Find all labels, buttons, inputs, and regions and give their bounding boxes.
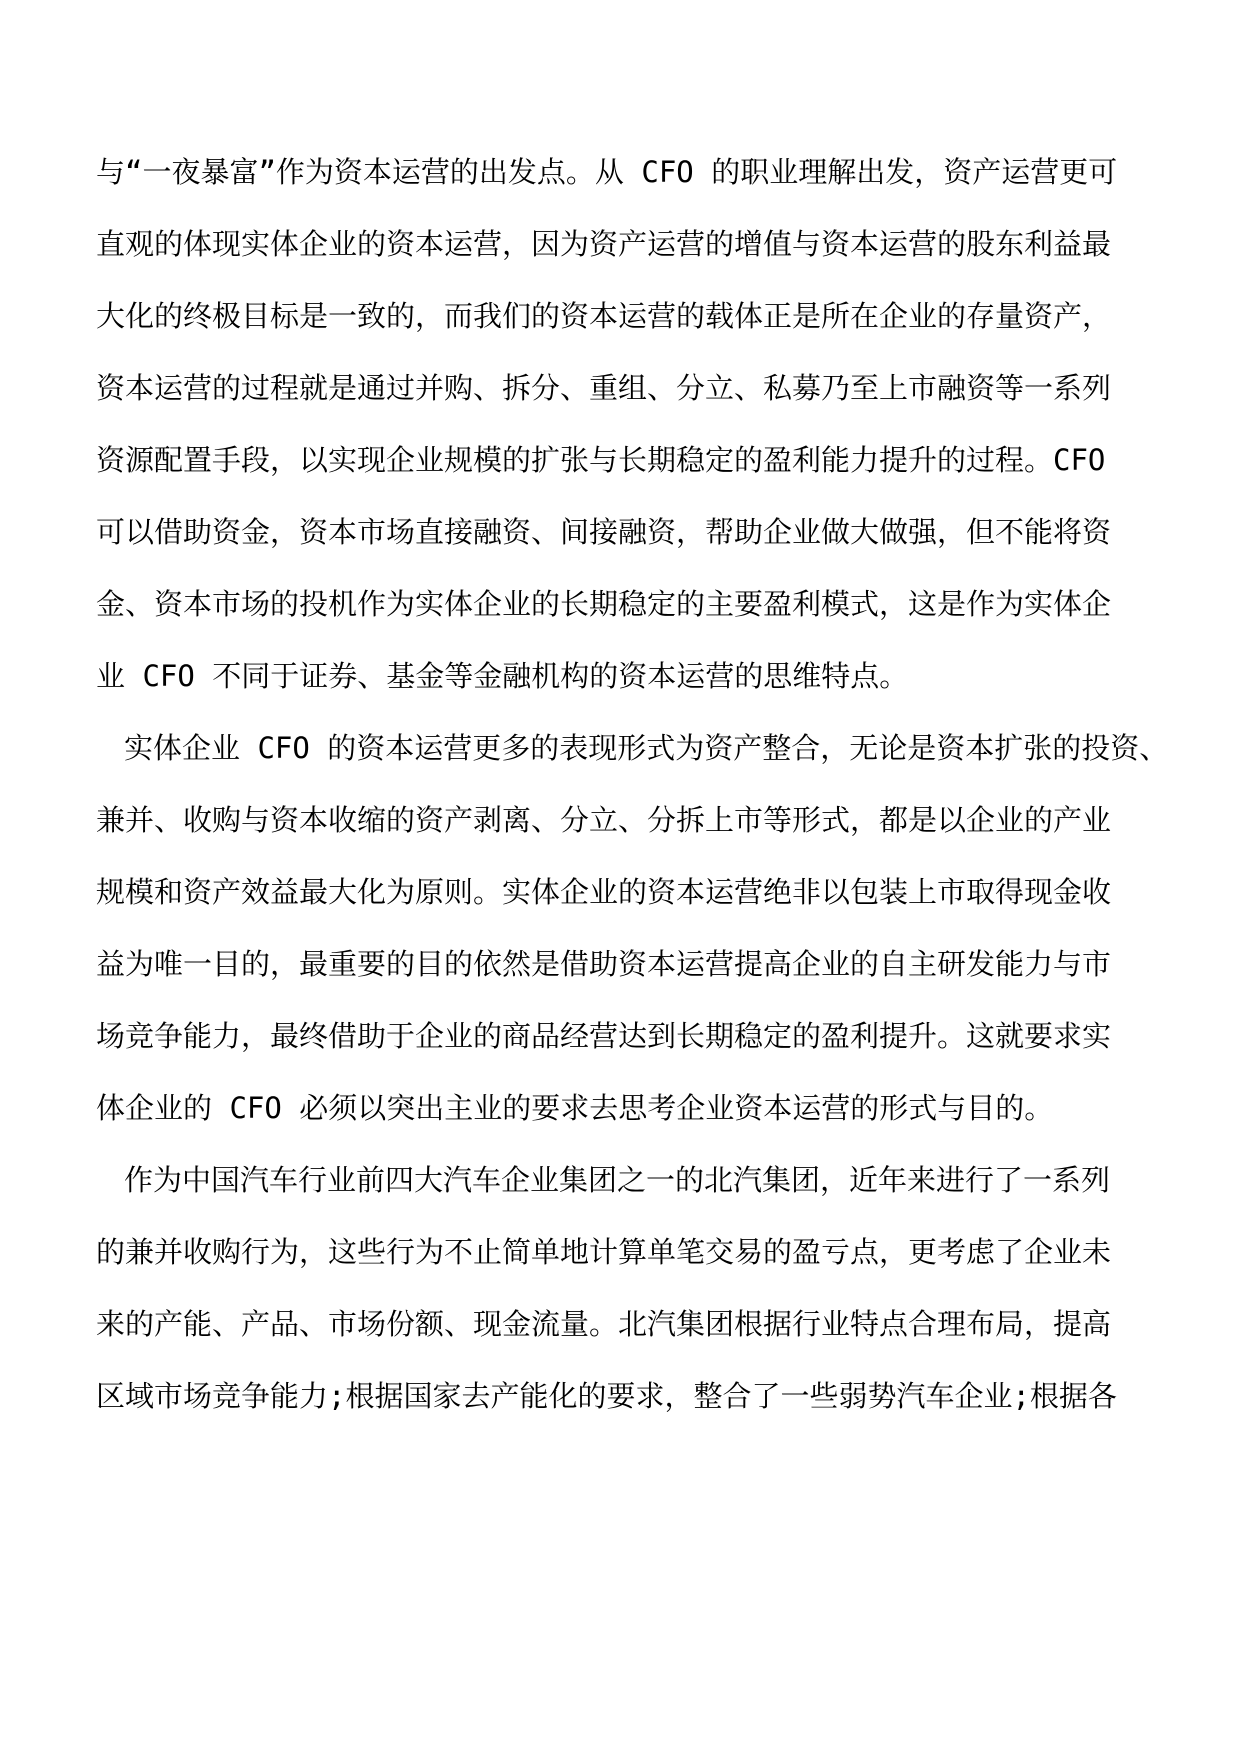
- text-line: [0, 214, 1241, 274]
- text-line: [0, 790, 1241, 850]
- text-line-content: 业 CFO 不同于证券、基金等金融机构的资本运营的思维特点。: [96, 659, 909, 693]
- text-line: [0, 574, 1241, 634]
- text-line-content: 来的产能、产品、市场份额、现金流量。北汽集团根据行业特点合理布局，提高: [96, 1307, 1112, 1341]
- text-line-content: 作为中国汽车行业前四大汽车企业集团之一的北汽集团，近年来进行了一系列: [124, 1163, 1111, 1197]
- text-line: [0, 934, 1241, 994]
- text-line: [0, 862, 1241, 922]
- text-line-content: 区域市场竞争能力;根据国家去产能化的要求，整合了一些弱势汽车企业;根据各: [96, 1379, 1117, 1413]
- text-line-content: 的兼并收购行为，这些行为不止简单地计算单笔交易的盈亏点，更考虑了企业未: [96, 1235, 1112, 1269]
- text-line-content: 实体企业 CFO 的资本运营更多的表现形式为资产整合，无论是资本扩张的投资、: [124, 731, 1169, 765]
- text-line: [0, 1222, 1241, 1282]
- text-line-content: 与“一夜暴富”作为资本运营的出发点。从 CFO 的职业理解出发，资产运营更可: [96, 155, 1118, 189]
- text-line: [0, 1078, 1241, 1138]
- text-line-content: 资源配置手段，以实现企业规模的扩张与长期稳定的盈利能力提升的过程。CFO: [96, 443, 1106, 477]
- text-line-content: 规模和资产效益最大化为原则。实体企业的资本运营绝非以包装上市取得现金收: [96, 875, 1112, 909]
- text-line-content: 直观的体现实体企业的资本运营，因为资产运营的增值与资本运营的股东利益最: [96, 227, 1112, 261]
- text-line: [0, 502, 1241, 562]
- text-line-content: 金、资本市场的投机作为实体企业的长期稳定的主要盈利模式，这是作为实体企: [96, 587, 1112, 621]
- text-line-content: 大化的终极目标是一致的，而我们的资本运营的载体正是所在企业的存量资产，: [96, 299, 1112, 333]
- text-line: [0, 1006, 1241, 1066]
- text-line: [0, 1294, 1241, 1354]
- text-line-content: 体企业的 CFO 必须以突出主业的要求去思考企业资本运营的形式与目的。: [96, 1091, 1054, 1125]
- text-line: [0, 718, 1241, 778]
- text-line: [0, 430, 1241, 490]
- text-line: [0, 1366, 1241, 1426]
- text-line-content: 资本运营的过程就是通过并购、拆分、重组、分立、私募乃至上市融资等一系列: [96, 371, 1112, 405]
- text-line: [0, 286, 1241, 346]
- text-line: [0, 1150, 1241, 1210]
- text-line: [0, 646, 1241, 706]
- text-line: [0, 142, 1241, 202]
- text-line-content: 可以借助资金，资本市场直接融资、间接融资，帮助企业做大做强，但不能将资: [96, 515, 1112, 549]
- text-line: [0, 358, 1241, 418]
- text-line-content: 兼并、收购与资本收缩的资产剥离、分立、分拆上市等形式，都是以企业的产业: [96, 803, 1112, 837]
- text-line-content: 益为唯一目的，最重要的目的依然是借助资本运营提高企业的自主研发能力与市: [96, 947, 1112, 981]
- text-line-content: 场竞争能力，最终借助于企业的商品经营达到长期稳定的盈利提升。这就要求实: [96, 1019, 1112, 1053]
